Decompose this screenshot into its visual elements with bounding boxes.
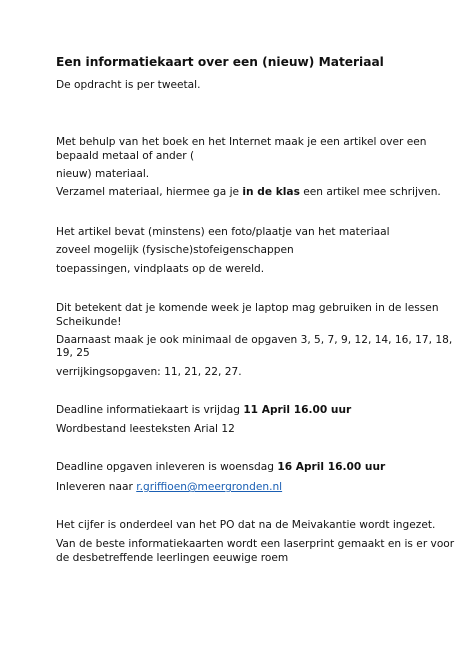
document-title: Een informatiekaart over een (nieuw) Materiaal [56,55,384,69]
collect-text-after: een artikel mee schrijven. [299,186,441,198]
submit-line [56,480,282,494]
task-line-2: bepaald metaal of ander ( [56,150,195,162]
deadline-exercises-text: Deadline opgaven inleveren is woensdag [56,461,278,473]
intro-text: De opdracht is per tweetal. [56,79,201,91]
exercises-line-2: 19, 25 [56,347,90,359]
laptop-line-1: Dit betekent dat je komende week je laptop mag gebruiken in de lessen [56,302,439,314]
deadline-card-text: Deadline informatiekaart is vrijdag [56,404,244,416]
contents-line-2: zoveel mogelijk (fysische)stofeigenschappen [56,244,294,256]
email-link[interactable]: r.griffioen@meergronden.nl [136,481,283,493]
deadline-card-line [56,403,351,417]
enrichment-line: verrijkingsopgaven: 11, 21, 22, 27. [56,366,242,378]
format-line: Wordbestand leesteksten Arial 12 [56,423,235,435]
deadline-exercises-date: 16 April 16.00 uur [277,461,386,473]
collect-paragraph [56,185,441,199]
grade-line-3: de desbetreffende leerlingen eeuwige roem [56,552,289,564]
exercises-line-1: Daarnaast maak je ook minimaal de opgaven 3, 5, 7, 9, 12, 14, 16, 17, 18, [56,334,453,346]
collect-text-before: Verzamel materiaal, hiermee ga je [56,186,243,198]
collect-text-bold: in de klas [242,186,300,198]
grade-line-2: Van de beste informatiekaarten wordt een laserprint gemaakt en is er voor [56,538,455,550]
task-line-1: Met behulp van het boek en het Internet maak je een artikel over een [56,136,427,148]
submit-label: Inleveren naar [56,481,137,493]
deadline-card-date: 11 April 16.00 uur [243,404,352,416]
contents-line-1: Het artikel bevat (minstens) een foto/plaatje van het materiaal [56,226,390,238]
task-line-3: nieuw) materiaal. [56,168,150,180]
contents-line-3: toepassingen, vindplaats op de wereld. [56,263,265,275]
laptop-line-2: Scheikunde! [56,316,122,328]
grade-line-1: Het cijfer is onderdeel van het PO dat na de Meivakantie wordt ingezet. [56,519,436,531]
deadline-exercises-line [56,460,385,474]
